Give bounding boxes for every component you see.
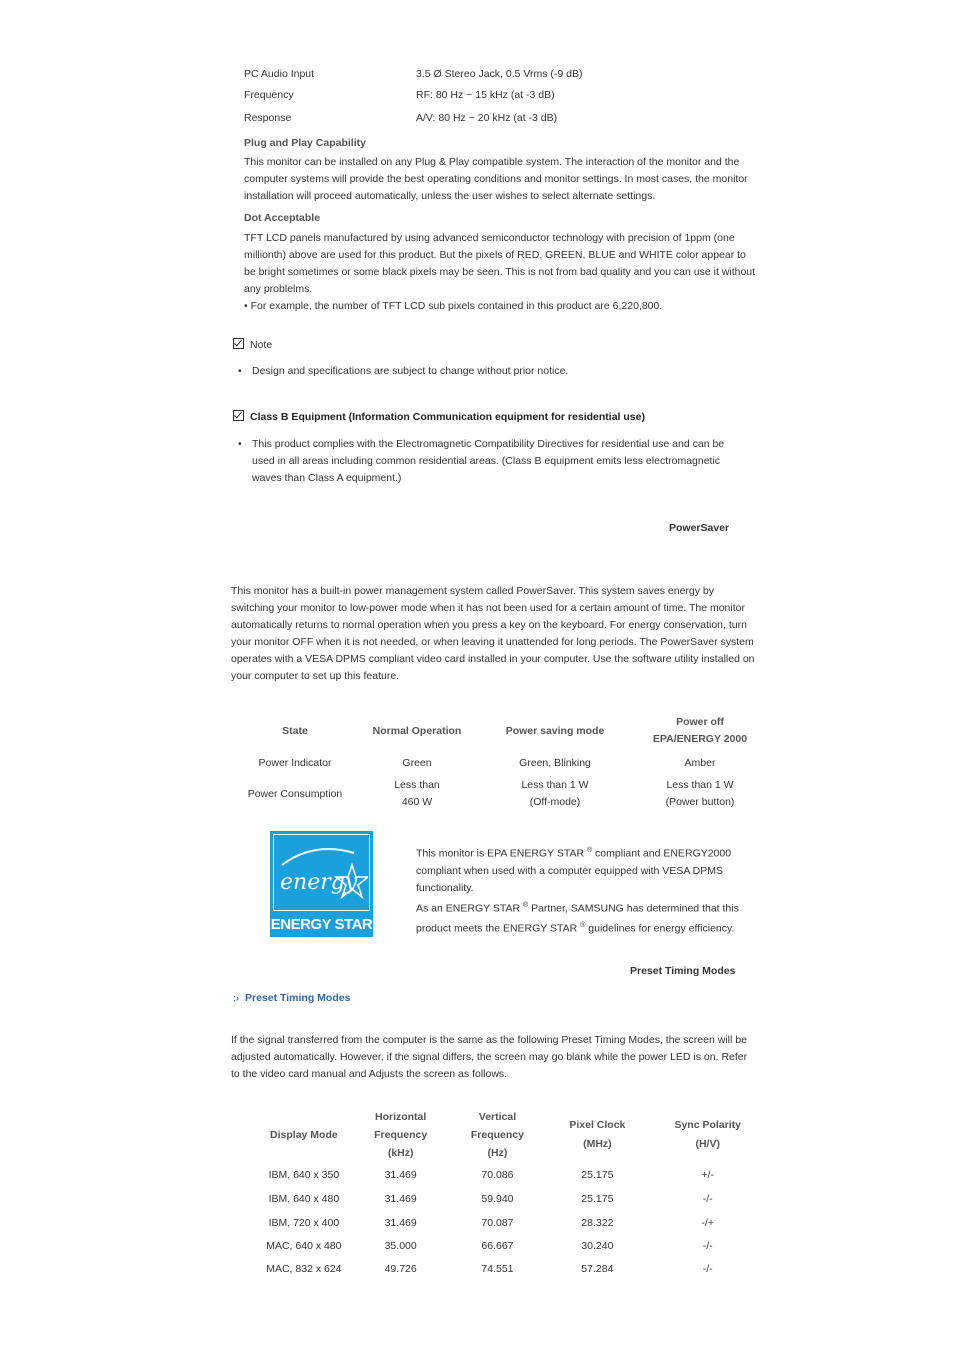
- table-cell: 31.469: [384, 1168, 417, 1181]
- text-line: your monitor OFF when it is not needed, or when leaving it unattended for long periods. The PowerSaver system: [231, 636, 754, 648]
- table-cell: 30.240: [581, 1240, 614, 1252]
- table-cell: Green, Blinking: [519, 756, 591, 769]
- table-cell: 31.469: [384, 1192, 417, 1205]
- header-line: (Hz): [487, 1147, 508, 1159]
- text-line: waves than Class A equipment.): [252, 472, 402, 484]
- table-cell: Power Indicator: [258, 756, 332, 769]
- preset-timing-table: [256, 1107, 766, 1281]
- class-b-text: [252, 436, 772, 487]
- table-cell: 35.000: [384, 1240, 417, 1252]
- table-cell: -/-: [702, 1263, 713, 1275]
- text-line: This monitor has a built-in power management system called PowerSaver. This system saves energy by: [231, 585, 715, 597]
- spec-label: Frequency: [244, 89, 294, 101]
- spec-row-audio-input: [244, 68, 784, 88]
- table-cell: -/+: [701, 1216, 714, 1229]
- energy-star-icon: [274, 835, 368, 909]
- preset-timing-link[interactable]: [233, 992, 350, 1004]
- table-row: [236, 751, 770, 775]
- header-line: (H/V): [695, 1138, 720, 1150]
- spec-value: RF: 80 Hz ~ 15 kHz (at -3 dB): [416, 89, 555, 101]
- text-line: used in all areas including common residential areas. (Class B equipment emits less electromagnetic: [252, 455, 721, 467]
- spec-row-frequency: [244, 89, 784, 109]
- table-cell: IBM, 720 x 400: [268, 1216, 340, 1229]
- table-cell: MAC, 832 x 624: [266, 1263, 342, 1275]
- table-cell: Power Consumption: [247, 787, 343, 800]
- plug-and-play-text: [244, 154, 784, 205]
- text-line: your computer to set up this feature.: [231, 670, 400, 682]
- text-line: automatically returns to normal operation when you press a key on the keyboard. For energy conservation, turn: [231, 619, 747, 631]
- table-cell: 25.175: [581, 1168, 614, 1181]
- table-cell: 31.469: [384, 1216, 417, 1229]
- table-cell: 66.667: [481, 1240, 514, 1252]
- table-cell: Green: [402, 756, 432, 769]
- registered-mark: ®: [522, 901, 529, 909]
- table-cell: -/-: [702, 1192, 713, 1205]
- header-line: (kHz): [387, 1147, 414, 1159]
- table-cell: MAC, 640 x 480: [266, 1240, 342, 1252]
- header-line: Frequency: [470, 1129, 524, 1141]
- table-header: State: [282, 724, 308, 737]
- table-cell: 49.726: [384, 1263, 417, 1275]
- spec-value: A/V: 80 Hz ~ 20 kHz (at -3 dB): [416, 112, 558, 124]
- preset-heading: Preset Timing Modes: [630, 965, 736, 977]
- text-part: guidelines for energy efficiency.: [585, 922, 735, 935]
- link-label[interactable]: Preset Timing Modes: [245, 992, 351, 1004]
- energy-star-label: ENERGY STAR: [270, 916, 373, 933]
- table-row: [256, 1163, 766, 1187]
- spec-label: Response: [244, 112, 292, 124]
- text-part: product meets the ENERGY STAR: [416, 922, 581, 935]
- dot-acceptable-heading: Dot Acceptable: [244, 212, 321, 224]
- table-cell: IBM, 640 x 480: [268, 1192, 340, 1205]
- powersaver-heading: PowerSaver: [669, 522, 730, 534]
- registered-mark: ®: [580, 922, 586, 929]
- text-line: This product complies with the Electromagnetic Compatibility Directives for residential use and can be: [252, 438, 725, 450]
- text-line: to the video card manual and Adjusts the screen as follows.: [231, 1068, 508, 1080]
- text-line: This monitor can be installed on any Plug & Play compatible system. The interaction of the monitor and the: [244, 156, 740, 168]
- table-header: Normal Operation: [372, 724, 462, 737]
- note-heading: [233, 338, 272, 351]
- text-line: installation will proceed automatically, unless the user wishes to select alternate settings.: [244, 190, 656, 202]
- header-line: Frequency: [374, 1129, 428, 1141]
- class-b-heading: [233, 410, 645, 423]
- text-line: millionth) above are used for this product. But the pixels of RED, GREEN, BLUE and WHITE color appear to: [244, 249, 746, 261]
- text-line: TFT LCD panels manufactured by using advanced semiconductor technology with precision of 1ppm (one: [244, 232, 735, 244]
- table-cell: 59.940: [481, 1192, 514, 1205]
- table-header: Power saving mode: [505, 724, 605, 737]
- checkbox-icon: [233, 338, 244, 349]
- powersaver-text: [231, 583, 791, 685]
- arrow-icon: :›: [233, 993, 239, 1003]
- table-cell: IBM, 640 x 350: [268, 1168, 340, 1181]
- table-cell: 70.087: [481, 1216, 514, 1229]
- cell-line: (Off-mode): [529, 796, 581, 808]
- header-line: Horizontal: [374, 1111, 427, 1123]
- bullet-icon: •: [238, 438, 242, 450]
- header-line: Pixel Clock: [569, 1119, 626, 1131]
- table-header: [649, 1107, 766, 1163]
- table-row: [256, 1235, 766, 1258]
- table-cell: -/-: [702, 1240, 713, 1252]
- table-cell: 25.175: [581, 1192, 614, 1205]
- bullet-icon: •: [238, 365, 242, 377]
- logo-script: energy: [280, 870, 358, 895]
- table-cell: 74.551: [481, 1263, 514, 1275]
- table-cell: 70.086: [481, 1168, 514, 1181]
- header-line: EPA/ENERGY 2000: [652, 733, 748, 745]
- table-cell: +/-: [701, 1168, 714, 1181]
- class-b-label: Class B Equipment (Information Communication equipment for residential use): [250, 411, 645, 423]
- text-line: [416, 842, 776, 863]
- energy-star-text: [416, 842, 776, 938]
- spec-label: PC Audio Input: [244, 68, 315, 80]
- table-header: [450, 1107, 546, 1163]
- table-cell: [630, 775, 770, 813]
- text-line: [416, 917, 776, 938]
- text-line: operates with a VESA DPMS compliant video card installed in your computer. Use the software utility installed on: [231, 653, 755, 665]
- cell-line: 460 W: [401, 796, 433, 808]
- table-row: [256, 1187, 766, 1211]
- table-cell: Amber: [684, 756, 716, 769]
- table-header: Display Mode: [270, 1128, 338, 1141]
- text-part: This monitor is EPA ENERGY STAR: [416, 847, 587, 860]
- text-part: compliant and ENERGY2000: [592, 847, 732, 860]
- text-line: • For example, the number of TFT LCD sub pixels contained in this product are 6,220,800.: [244, 300, 663, 312]
- table-row: [256, 1258, 766, 1281]
- header-line: Power off: [676, 716, 724, 728]
- energy-star-logo: [270, 831, 373, 937]
- logo-frame: [273, 834, 370, 911]
- text-line: [416, 897, 776, 918]
- checkbox-icon: [233, 410, 244, 421]
- powersaver-table: [236, 711, 770, 813]
- text-line: adjusted automatically. However, if the signal differs, the screen may go blank while the power LED is on. Refer: [231, 1051, 748, 1063]
- table-header: [352, 1107, 450, 1163]
- text-part: As an ENERGY STAR: [416, 902, 523, 914]
- text-line: functionality.: [416, 881, 474, 894]
- table-row: [236, 775, 770, 813]
- note-label: Note: [250, 339, 273, 351]
- text-line: compliant when used with a computer equipped with VESA DPMS: [416, 864, 723, 877]
- text-line: any problelms.: [244, 283, 313, 295]
- table-header: [630, 711, 770, 751]
- cell-line: (Power button): [665, 796, 735, 808]
- preset-text: [231, 1032, 791, 1083]
- registered-mark: ®: [586, 847, 593, 854]
- table-header: [545, 1107, 649, 1163]
- note-bullet-text: Design and specifications are subject to change without prior notice.: [252, 365, 569, 377]
- table-cell: [480, 775, 630, 813]
- table-cell: 28.322: [581, 1216, 614, 1229]
- header-line: (MHz): [583, 1138, 612, 1150]
- text-line: switching your monitor to low-power mode when it has not been used for a certain amount of time. The monitor: [231, 602, 745, 614]
- plug-and-play-heading: Plug and Play Capability: [244, 137, 366, 149]
- dot-acceptable-text: [244, 230, 784, 315]
- text-line: be bright sometimes or some black pixels may be seen. This is not from bad quality and you can use it without: [244, 266, 756, 278]
- cell-line: Less than: [394, 779, 440, 791]
- cell-line: Less than 1 W: [666, 779, 734, 791]
- table-cell: 57.284: [581, 1263, 614, 1275]
- text-part: Partner, SAMSUNG has determined that this: [528, 902, 739, 914]
- spec-value: 3.5 Ø Stereo Jack, 0.5 Vrms (-9 dB): [416, 68, 583, 80]
- text-line: computer systems will provide the best operating conditions and monitor settings. In most cases, the monitor: [244, 173, 748, 185]
- cell-line: Less than 1 W: [521, 779, 589, 791]
- header-line: Vertical: [478, 1111, 517, 1123]
- spec-row-response: [244, 112, 784, 132]
- text-line: If the signal transferred from the computer is the same as the following Preset Timing Modes, the screen will be: [231, 1034, 747, 1046]
- table-row: [256, 1211, 766, 1235]
- header-line: Sync Polarity: [674, 1119, 741, 1131]
- table-cell: [354, 775, 480, 813]
